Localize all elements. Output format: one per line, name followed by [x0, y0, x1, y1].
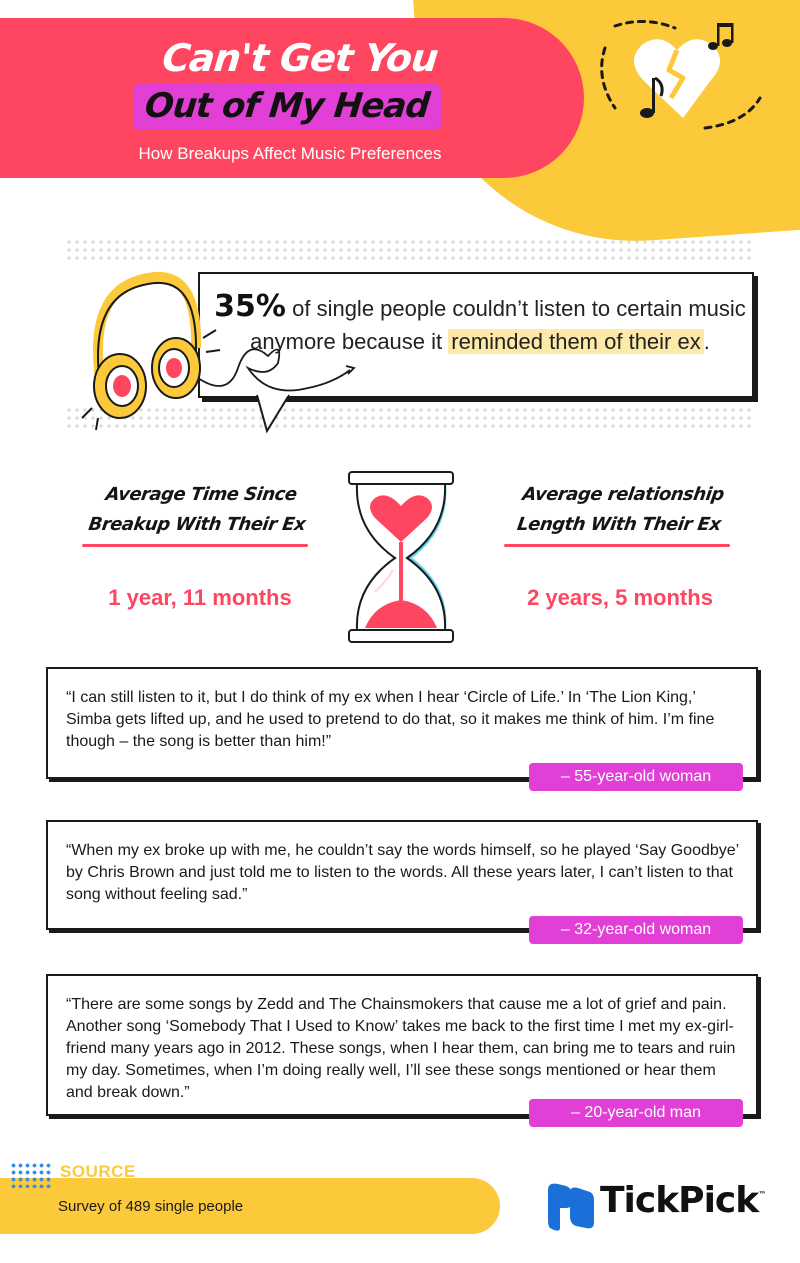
avg-right-underline [504, 544, 730, 547]
avg-left-heading-line1: Average Time Since [104, 484, 299, 505]
avg-relationship-length-value: 2 years, 5 months [527, 585, 713, 610]
page-title-line1: Can't Get You [160, 36, 440, 80]
quote-text: “I can still listen to it, but I do think of my ex when I hear ‘Circle of Life.’ In ‘The Lion King,’ Simba gets lifted up, and he used to pretend to do that, so it makes me think of him. I’m fine though – the song is better than him!” [66, 689, 715, 750]
page-title-line2: Out of My Head [142, 86, 432, 126]
avg-time-since-breakup-value: 1 year, 11 months [108, 585, 292, 610]
avg-right-heading-line2: Length With Their Ex [515, 514, 723, 535]
headphones-icon [78, 268, 368, 438]
stat-period: . [703, 329, 710, 354]
avg-right-heading-line1: Average relationship [521, 484, 726, 505]
avg-relationship-length-heading [492, 480, 750, 540]
stat-highlight: reminded them of their ex [448, 329, 703, 354]
quote-attribution: – 20-year-old man [529, 1099, 743, 1127]
avg-time-since-breakup-heading [70, 480, 328, 540]
broken-heart-icon [585, 18, 765, 138]
quote-card [46, 974, 758, 1116]
page-subtitle: How Breakups Affect Music Preferences [138, 144, 442, 163]
stat-description: of single people couldn’t listen to certain music anymore because it [250, 296, 746, 354]
source-label: SOURCE [60, 1162, 136, 1181]
quote-attribution: – 32-year-old woman [529, 916, 743, 944]
quote-text: “When my ex broke up with me, he couldn’t say the words himself, so he played ‘Say Goodbye’ by Chris Brown and just told me to listen to the words. All these years later, I can’t listen to that song without feeling sad.” [66, 842, 739, 903]
avg-left-underline [82, 544, 308, 547]
hourglass-icon [345, 470, 457, 646]
dots-decoration [65, 238, 755, 262]
tickpick-logo-icon [546, 1180, 596, 1232]
source-text: Survey of 489 single people [58, 1198, 244, 1215]
dots-decoration [10, 1162, 52, 1188]
quote-attribution: – 55-year-old woman [529, 763, 743, 791]
avg-left-heading-line2: Breakup With Their Ex [87, 514, 307, 535]
brand-trademark: ™ [758, 1190, 767, 1199]
quote-text: “There are some songs by Zedd and The Chainsmokers that cause me a lot of grief and pain. Another song ‘Somebody That I Used to Know’ takes me back to the first time I met my ex-girl-friend many years ago in 2012. These songs, when I hear them, can bring me to tears and ruin my day. Sometimes, when I’m doing really well, I’ll see these songs mentioned or hear them and break down.” [66, 996, 736, 1101]
quote-card [46, 820, 758, 930]
brand-name: TickPick [600, 1180, 759, 1221]
music-note-icon [708, 23, 734, 50]
stat-percent: 35% [214, 289, 286, 324]
brand-logo [600, 1180, 766, 1221]
